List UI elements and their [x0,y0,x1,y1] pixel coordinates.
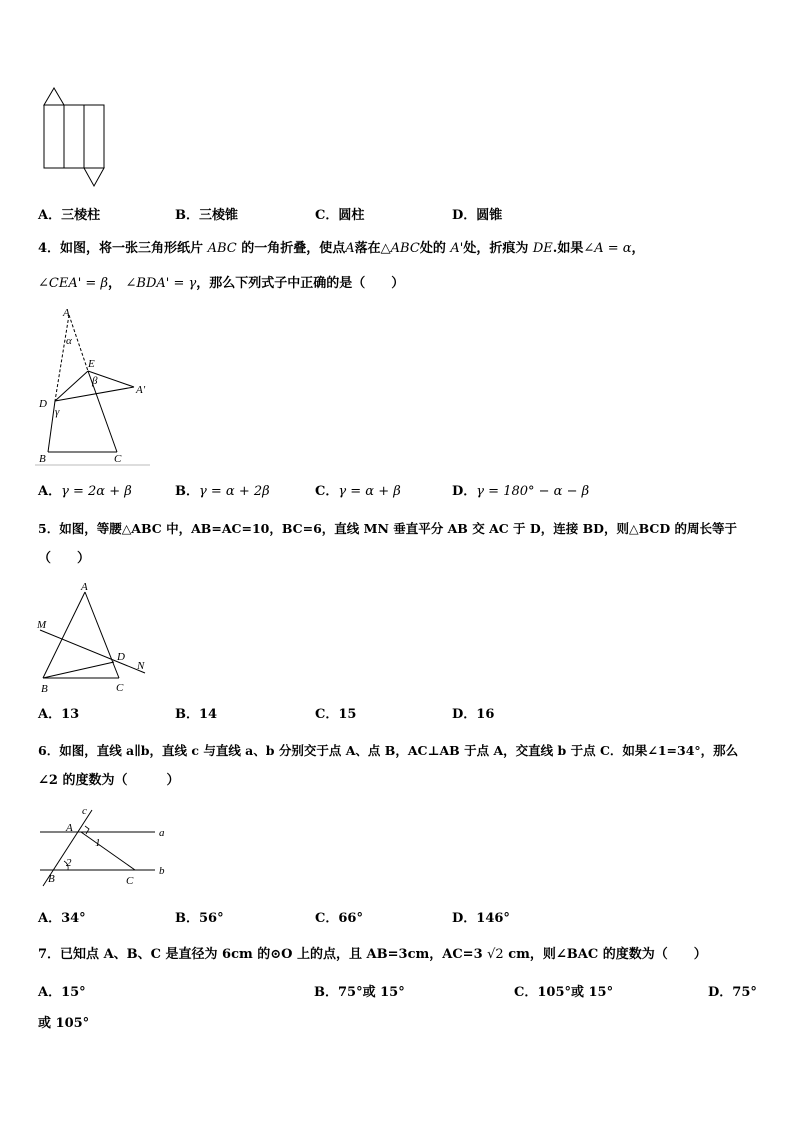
q4-option-c: C．γ = α + β [315,484,401,499]
q7-option-d: D．75° [708,985,757,1000]
q6-parallel-lines-figure [35,800,175,890]
q3-option-a: A．三棱柱 [38,208,101,223]
label-C: C [116,682,124,694]
label-A: A [63,307,70,319]
label-A: A [66,822,73,834]
label-E: E [88,358,95,370]
label-B: B [39,453,46,465]
q4-question-line2: ∠CEA' = β， ∠BDA' = γ，那么下列式子中正确的是（ ） [38,276,405,291]
q7-option-b: B．75°或 15° [314,985,405,1000]
q5-option-a: A．13 [38,707,80,722]
q7-option-c: C．105°或 15° [514,985,614,1000]
sqrt-2: √2 [487,947,504,962]
label-C: C [126,875,134,887]
edge-ab [43,592,85,678]
q3-option-c: C．圆柱 [315,208,365,223]
dashed-edge-ae [69,315,88,371]
q3-option-b: B．三棱锥 [175,208,238,223]
label-2: 2 [66,857,72,869]
label-1: 1 [95,837,101,849]
dashed-edge-ad [55,315,69,401]
q6-option-c: C．66° [315,911,363,926]
label-A: A [81,581,88,593]
label-C: C [114,453,122,465]
segment-bd [43,662,114,678]
q7-option-d-wrap: 或 105° [38,1016,90,1031]
label-beta: β [92,375,98,387]
q6-option-d: D．146° [452,911,510,926]
net-bottom-triangle [84,168,104,186]
q5-question-line1: 5．如图，等腰△ABC 中，AB=AC=10，BC=6，直线 MN 垂直平分 AB 交 AC 于 D，连接 BD，则△BCD 的周长等于 [38,521,738,536]
q5-option-c: C．15 [315,707,357,722]
label-A-prime: A′ [136,384,146,396]
q7-option-a: A．15° [38,985,86,1000]
q5-option-d: D．16 [452,707,495,722]
label-c: c [82,805,87,817]
q5-question-line2: （ ） [38,551,91,566]
q4-option-d: D．γ = 180° − α − β [452,484,590,499]
q5-option-b: B．14 [175,707,218,722]
prism-net-figure [36,85,116,190]
edge-db [48,401,55,452]
label-b: b [159,865,165,877]
q4-option-b: B．γ = α + 2β [175,484,270,499]
label-alpha: α [66,335,72,347]
net-top-triangle [44,88,64,105]
label-M: M [37,619,47,631]
label-N: N [137,660,145,672]
segment-ac [81,832,135,870]
label-B: B [48,873,55,885]
q6-question-line2: ∠2 的度数为（ ） [38,773,180,788]
net-rectangle [44,105,104,168]
q4-fold-triangle-figure [30,305,155,470]
label-gamma: γ [55,406,60,418]
q6-option-b: B．56° [175,911,224,926]
right-angle-mark [85,826,89,834]
label-a: a [159,827,165,839]
label-D: D [39,398,47,410]
q6-option-a: A．34° [38,911,86,926]
q5-isosceles-triangle-figure [30,578,155,698]
q7-question-line1: 7．已知点 A、B、C 是直径为 6cm 的⊙O 上的点，且 AB=3cm，AC=3 √2 cm，则∠BAC 的度数为（ ） [38,947,707,962]
label-D: D [117,651,125,663]
q3-option-d: D．圆锥 [452,208,503,223]
q4-question-line1: 4．如图，将一张三角形纸片 ABC 的一角折叠，使点A落在△ABC处的 A'处，折痕为 DE.如果∠A = α， [38,241,645,256]
q6-question-line1: 6．如图，直线 a∥b，直线 c 与直线 a、b 分别交于点 A、点 B，AC⊥AB 于点 A，交直线 b 于点 C．如果∠1=34°，那么 [38,743,739,758]
label-B: B [41,683,48,695]
q4-option-a: A．γ = 2α + β [38,484,132,499]
